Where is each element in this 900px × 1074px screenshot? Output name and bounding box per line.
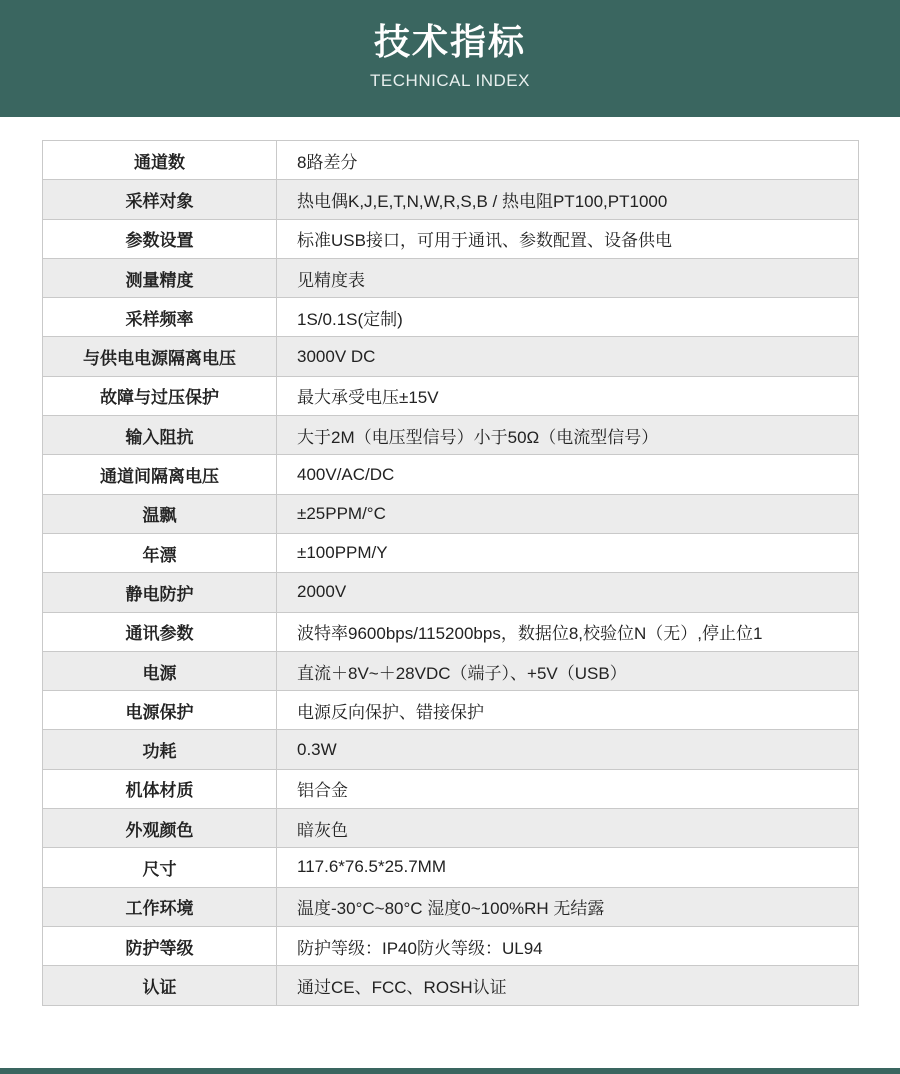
table-row: [43, 651, 859, 690]
table-row: [43, 769, 859, 808]
spec-table: [42, 140, 859, 1006]
footer-divider: [0, 1068, 900, 1074]
spec-label: 参数设置: [43, 219, 277, 258]
spec-value: ±100PPM/Y: [277, 533, 859, 572]
spec-label: 电源保护: [43, 691, 277, 730]
spec-label: 通道数: [43, 141, 277, 180]
page-header: [0, 0, 900, 117]
table-row: [43, 612, 859, 651]
table-row: [43, 848, 859, 887]
spec-value: 1S/0.1S(定制): [277, 298, 859, 337]
spec-value: 直流＋8V~＋28VDC（端子）、+5V（USB）: [277, 651, 859, 690]
spec-value: 暗灰色: [277, 809, 859, 848]
spec-value: 2000V: [277, 573, 859, 612]
spec-value: 3000V DC: [277, 337, 859, 376]
spec-value: 标准USB接口，可用于通讯、参数配置、设备供电: [277, 219, 859, 258]
spec-label: 年漂: [43, 533, 277, 572]
spec-value: 大于2M（电压型信号）小于50Ω（电流型信号）: [277, 416, 859, 455]
table-row: [43, 141, 859, 180]
spec-value: 温度-30°C~80°C 湿度0~100%RH 无结露: [277, 887, 859, 926]
spec-label: 工作环境: [43, 887, 277, 926]
spec-label: 与供电电源隔离电压: [43, 337, 277, 376]
spec-value: 铝合金: [277, 769, 859, 808]
table-row: [43, 533, 859, 572]
spec-value: 防护等级：IP40防火等级：UL94: [277, 926, 859, 965]
spec-label: 通讯参数: [43, 612, 277, 651]
table-row: [43, 455, 859, 494]
spec-label: 故障与过压保护: [43, 376, 277, 415]
table-row: [43, 337, 859, 376]
table-row: [43, 809, 859, 848]
spec-value: 波特率9600bps/115200bps，数据位8,校验位N（无）,停止位1: [277, 612, 859, 651]
spec-label: 采样对象: [43, 180, 277, 219]
spec-label: 尺寸: [43, 848, 277, 887]
table-row: [43, 494, 859, 533]
page-subtitle: TECHNICAL INDEX: [370, 71, 530, 90]
page-title: 技术指标: [373, 22, 526, 63]
spec-value: 0.3W: [277, 730, 859, 769]
spec-label: 通道间隔离电压: [43, 455, 277, 494]
table-row: [43, 887, 859, 926]
spec-value: ±25PPM/°C: [277, 494, 859, 533]
spec-label: 电源: [43, 651, 277, 690]
table-row: [43, 691, 859, 730]
spec-label: 输入阻抗: [43, 416, 277, 455]
spec-value: 热电偶K,J,E,T,N,W,R,S,B / 热电阻PT100,PT1000: [277, 180, 859, 219]
table-row: [43, 298, 859, 337]
table-row: [43, 258, 859, 297]
spec-label: 功耗: [43, 730, 277, 769]
spec-label: 机体材质: [43, 769, 277, 808]
spec-value: 最大承受电压±15V: [277, 376, 859, 415]
spec-value: 通过CE、FCC、ROSH认证: [277, 966, 859, 1005]
table-row: [43, 219, 859, 258]
spec-value: 400V/AC/DC: [277, 455, 859, 494]
spec-value: 117.6*76.5*25.7MM: [277, 848, 859, 887]
table-row: [43, 730, 859, 769]
table-row: [43, 376, 859, 415]
spec-table-body: [43, 141, 859, 1006]
table-row: [43, 180, 859, 219]
table-row: [43, 926, 859, 965]
spec-label: 温飘: [43, 494, 277, 533]
spec-label: 防护等级: [43, 926, 277, 965]
spec-label: 测量精度: [43, 258, 277, 297]
table-row: [43, 573, 859, 612]
spec-label: 认证: [43, 966, 277, 1005]
table-row: [43, 966, 859, 1005]
spec-label: 采样频率: [43, 298, 277, 337]
spec-label: 静电防护: [43, 573, 277, 612]
spec-value: 8路差分: [277, 141, 859, 180]
spec-value: 电源反向保护、错接保护: [277, 691, 859, 730]
spec-value: 见精度表: [277, 258, 859, 297]
table-row: [43, 416, 859, 455]
spec-label: 外观颜色: [43, 809, 277, 848]
